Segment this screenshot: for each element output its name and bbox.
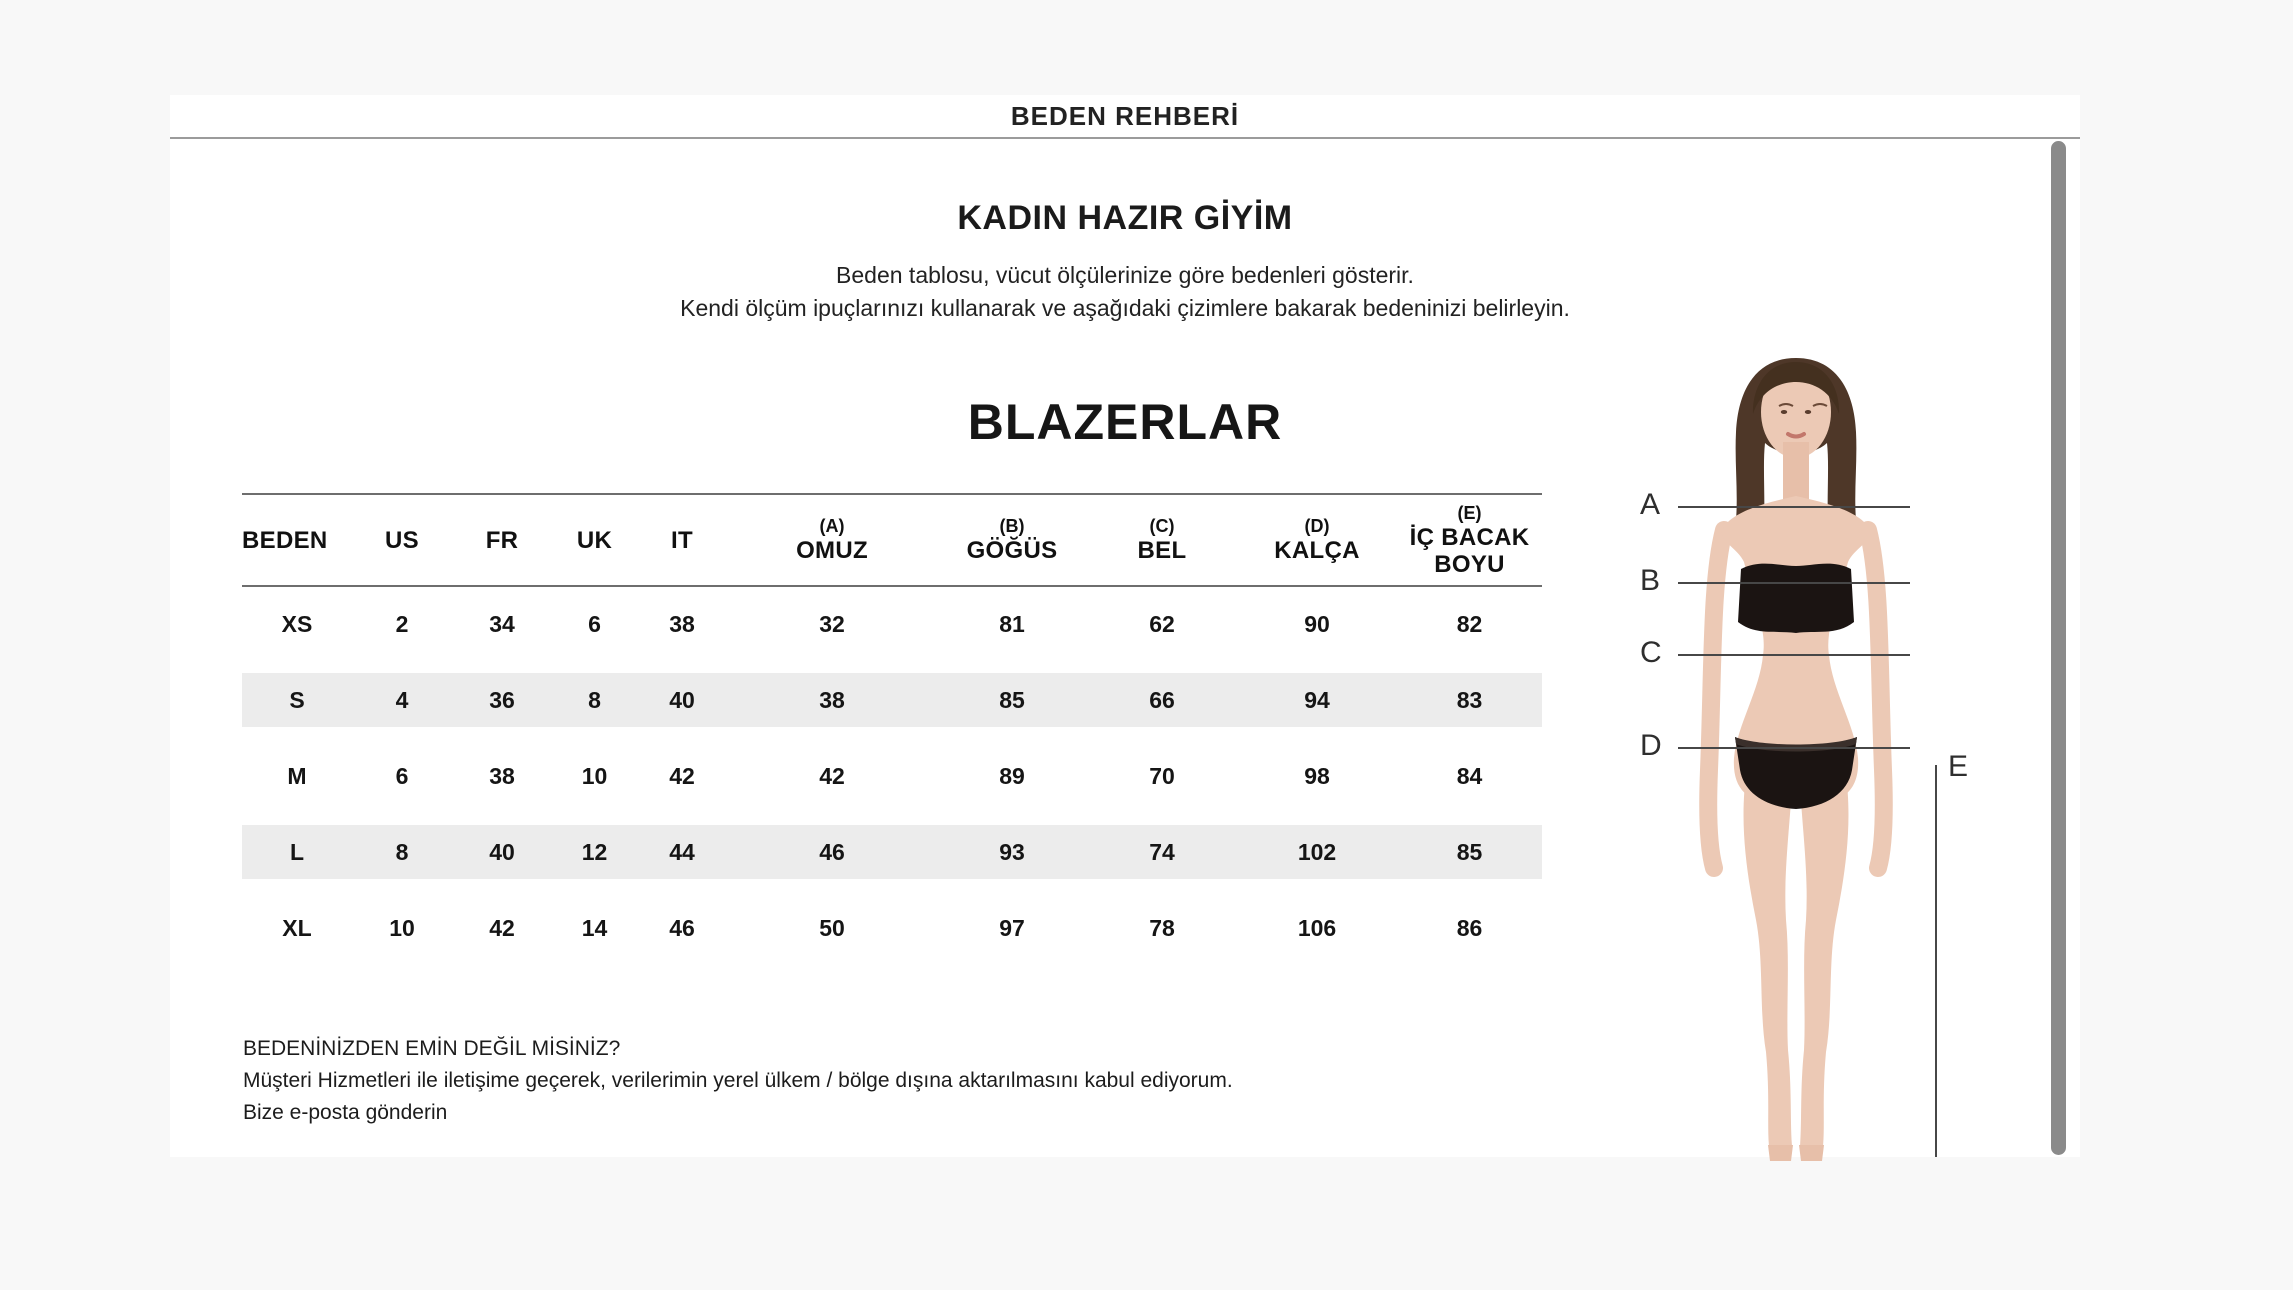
- size-value-cell: 86: [1456, 914, 1483, 941]
- footer-consent-text: Müşteri Hizmetleri ile iletişime geçerek, verilerimin yerel ülkem / bölge dışına aktarılmasını kabul ediyorum.: [243, 1069, 1233, 1092]
- size-guide-header: [170, 95, 2080, 139]
- size-value-cell: 32: [819, 611, 845, 637]
- intro-line-1: Beden tablosu, vücut ölçülerinize göre bedenleri gösterir.: [836, 262, 1414, 288]
- size-value-cell: 97: [999, 914, 1025, 941]
- table-row-xl: [242, 890, 1542, 966]
- size-value-cell: 85: [1397, 814, 1542, 890]
- size-value-cell: 46: [727, 814, 937, 890]
- size-value-cell: 42: [819, 762, 845, 789]
- measurement-label-a: A: [1640, 488, 1661, 521]
- measurement-label-b: B: [1640, 564, 1661, 597]
- size-value-cell: 93: [937, 814, 1087, 890]
- email-link[interactable]: Bize e-posta gönderin: [243, 1101, 448, 1124]
- size-value-cell: 10: [581, 762, 608, 789]
- left-arm: [1708, 530, 1724, 868]
- intro-line-2: Kendi ölçüm ipuçlarınızı kullanarak ve aşağıdaki çizimlere bakarak bedeninizi belirleyin.: [680, 295, 1570, 321]
- size-value-cell: 34: [489, 611, 515, 637]
- left-foot: [1768, 1145, 1793, 1161]
- column-header-us: US: [385, 526, 419, 554]
- measurement-figure: [1620, 350, 2020, 1170]
- measurement-label-d: D: [1640, 729, 1662, 762]
- size-value-cell: 82: [1456, 611, 1483, 637]
- footer-heading: BEDENİNİZDEN EMİN DEĞİL MİSİNİZ?: [243, 1037, 621, 1060]
- size-label-cell: S: [242, 662, 352, 738]
- table-row-s: [242, 662, 1542, 738]
- size-value-cell: 40: [637, 662, 727, 738]
- size-value-cell: 90: [1304, 611, 1330, 637]
- intro-text: [170, 259, 2080, 325]
- size-value-cell: 74: [1087, 814, 1237, 890]
- column-header-fr: FR: [485, 526, 519, 554]
- column-header-kalca: (D) KALÇA: [1274, 516, 1360, 564]
- size-value-cell: 8: [352, 814, 452, 890]
- column-header-ic-bacak-boyu: (E) İÇ BACAK BOYU: [1409, 502, 1530, 578]
- column-header-gogus: (B) GÖĞÜS: [966, 516, 1058, 564]
- size-value-cell: 89: [999, 762, 1025, 789]
- column-header-bel: (C) BEL: [1137, 516, 1187, 564]
- size-value-cell: 106: [1297, 914, 1337, 941]
- column-header-it: IT: [671, 526, 693, 554]
- size-value-cell: 81: [999, 611, 1025, 637]
- size-value-cell: 42: [489, 914, 515, 941]
- size-value-cell: 6: [588, 611, 601, 637]
- size-value-cell: 44: [637, 814, 727, 890]
- size-label-cell: XL: [282, 914, 312, 941]
- size-value-cell: 2: [395, 611, 409, 637]
- neck: [1783, 442, 1809, 505]
- size-value-cell: 78: [1149, 914, 1175, 941]
- size-value-cell: 14: [581, 914, 608, 941]
- right-leg: [1800, 768, 1848, 1146]
- size-value-cell: 36: [452, 662, 552, 738]
- size-value-cell: 38: [727, 662, 937, 738]
- size-value-cell: 50: [819, 914, 845, 941]
- size-value-cell: 8: [552, 662, 637, 738]
- column-header-uk: UK: [576, 526, 613, 554]
- measurement-line-c: [1678, 654, 1910, 656]
- size-value-cell: 102: [1237, 814, 1397, 890]
- size-value-cell: 83: [1397, 662, 1542, 738]
- size-value-cell: 6: [395, 762, 409, 789]
- size-value-cell: 10: [389, 914, 415, 941]
- size-value-cell: 42: [669, 762, 695, 789]
- size-label-cell: M: [287, 762, 307, 789]
- size-value-cell: 70: [1149, 762, 1175, 789]
- footer-text-block: [243, 1033, 1233, 1129]
- size-value-cell: 4: [352, 662, 452, 738]
- table-row-m: [242, 738, 1542, 814]
- size-value-cell: 85: [937, 662, 1087, 738]
- size-value-cell: 46: [669, 914, 695, 941]
- table-row-l: [242, 814, 1542, 890]
- size-value-cell: 38: [489, 762, 515, 789]
- size-guide-panel: [170, 95, 2080, 1157]
- size-value-cell: 62: [1149, 611, 1175, 637]
- measurement-line-e: [1935, 765, 1937, 1157]
- size-value-cell: 66: [1087, 662, 1237, 738]
- column-header-omuz: (A) OMUZ: [796, 516, 868, 564]
- section-title: BLAZERLAR: [967, 394, 1283, 450]
- size-value-cell: 84: [1456, 762, 1483, 789]
- measurement-label-e: E: [1948, 750, 1969, 783]
- measurement-line-a: [1678, 506, 1910, 508]
- size-value-cell: 38: [669, 611, 695, 637]
- column-header-beden: BEDEN: [242, 526, 328, 554]
- size-value-cell: 12: [552, 814, 637, 890]
- table-row-xs: [242, 586, 1542, 662]
- size-value-cell: 94: [1237, 662, 1397, 738]
- size-table: [242, 493, 1542, 966]
- right-foot: [1799, 1145, 1824, 1161]
- size-label-cell: XS: [281, 611, 313, 637]
- size-value-cell: 98: [1304, 762, 1330, 789]
- left-leg: [1744, 768, 1792, 1146]
- page-title: BEDEN REHBERİ: [1010, 100, 1240, 131]
- category-title: KADIN HAZIR GİYİM: [957, 199, 1293, 237]
- size-label-cell: L: [242, 814, 352, 890]
- measurement-label-c: C: [1640, 636, 1662, 669]
- table-header-row: [242, 494, 1542, 586]
- measurement-line-b: [1678, 582, 1910, 584]
- right-arm: [1868, 530, 1884, 868]
- measurement-line-d: [1678, 747, 1910, 749]
- bandeau-top: [1738, 564, 1854, 633]
- size-value-cell: 40: [452, 814, 552, 890]
